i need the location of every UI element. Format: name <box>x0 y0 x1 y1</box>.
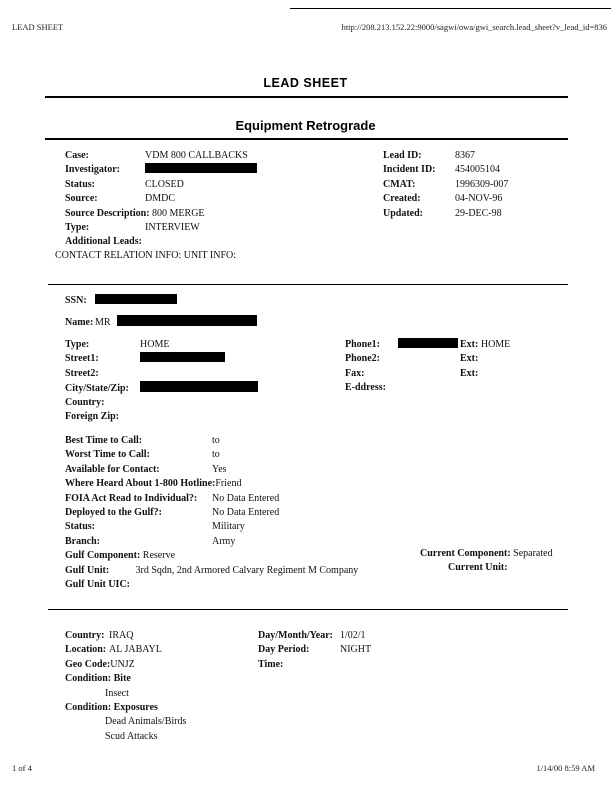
field-label: Name: <box>65 316 94 328</box>
field-row-branch <box>65 535 358 549</box>
field-label: Case: <box>65 150 89 161</box>
print-footer-timestamp: 1/14/00 8:59 AM <box>536 763 595 773</box>
field-value: Separated <box>513 548 553 559</box>
contact-details-block <box>65 434 358 592</box>
field-value: CLOSED <box>145 178 184 190</box>
field-value: 04-NOV-96 <box>455 193 503 205</box>
section-divider-1 <box>48 284 568 285</box>
field-row-current-component <box>420 548 553 559</box>
field-row-gulf-unit-uic <box>65 578 358 592</box>
field-value: 1996309-007 <box>455 178 509 190</box>
field-row-available <box>65 463 358 477</box>
ext-label: Ext: <box>460 339 479 350</box>
field-value: 1/02/1 <box>340 630 366 641</box>
redaction-bar <box>398 338 458 348</box>
field-value: Military <box>212 521 245 533</box>
field-label: Location: <box>65 644 107 656</box>
field-value: Army <box>212 535 236 547</box>
field-label: Investigator: <box>65 164 120 176</box>
case-info-left-column <box>65 149 257 250</box>
field-row-mil-status <box>65 520 358 534</box>
field-label: Gulf Unit UIC: <box>65 578 131 590</box>
print-header-url: http://208.213.152.22:9000/sagwi/owa/gwi_search.lead_sheet?v_lead_id=836 <box>341 22 607 32</box>
field-label: Deployed to the Gulf?: <box>65 506 162 518</box>
field-row-addr-type <box>65 338 258 352</box>
field-row-updated <box>383 207 508 221</box>
field-row-country <box>65 396 258 410</box>
field-value: HOME <box>140 339 170 350</box>
field-label: Gulf Component: <box>65 550 141 562</box>
redaction-bar <box>117 315 257 326</box>
condition-item: Insect <box>105 687 129 699</box>
field-label: Geo Code: <box>65 658 111 670</box>
ext-label: Ext: <box>460 367 479 379</box>
field-label: Street1: <box>65 353 99 365</box>
field-value: 29-DEC-98 <box>455 207 502 219</box>
field-label: E-ddress: <box>345 382 386 394</box>
field-label: Worst Time to Call: <box>65 449 150 461</box>
field-row-condition-bite <box>65 672 186 686</box>
field-label: Gulf Unit: <box>65 564 110 576</box>
field-row-condition-exposures <box>65 701 186 715</box>
field-label: Day Period: <box>258 644 310 656</box>
field-label: Best Time to Call: <box>65 435 143 446</box>
redaction-bar <box>140 381 258 392</box>
field-value: 454005104 <box>455 164 500 176</box>
field-label: Source Description: <box>65 207 150 219</box>
contact-relation-info-line: CONTACT RELATION INFO: UNIT INFO: <box>55 250 237 261</box>
field-row-foreign-zip <box>65 410 258 424</box>
field-label: Lead ID: <box>383 150 422 161</box>
subtitle-rule <box>45 138 568 140</box>
field-row-source-description <box>65 207 257 221</box>
ext-value: HOME <box>480 339 511 350</box>
title-rule <box>45 96 568 98</box>
field-value: VDM 800 CALLBACKS <box>145 150 248 161</box>
field-value: Yes <box>212 463 227 475</box>
field-label: Status: <box>65 178 96 190</box>
field-row-additional-leads <box>65 235 257 249</box>
field-value: UNJZ <box>110 658 135 670</box>
field-row-eddress <box>345 381 510 395</box>
field-row-day-period <box>258 643 371 657</box>
field-row-case <box>65 149 257 163</box>
field-label: Type: <box>65 221 90 233</box>
field-label: CMAT: <box>383 178 416 190</box>
page-title: LEAD SHEET <box>263 76 348 90</box>
field-row-where-heard <box>65 477 358 491</box>
field-label: Day/Month/Year: <box>258 630 333 641</box>
condition-name: Bite <box>113 673 131 685</box>
field-value: NIGHT <box>340 644 372 656</box>
field-label: SSN: <box>65 295 87 306</box>
field-label: Foreign Zip: <box>65 410 119 422</box>
condition-name: Exposures <box>113 701 158 713</box>
field-label: FOIA Act Read to Individual?: <box>65 492 198 504</box>
field-label: Available for Contact: <box>65 463 160 475</box>
field-value: Friend <box>215 478 242 490</box>
field-value: to <box>212 435 220 446</box>
field-row-cmat <box>383 178 508 192</box>
field-label: Phone1: <box>345 339 380 350</box>
field-label: Branch: <box>65 535 100 547</box>
field-label: City/State/Zip: <box>65 383 129 395</box>
field-value: 8367 <box>455 150 475 161</box>
field-row-name <box>65 312 257 334</box>
field-row-source <box>65 192 257 206</box>
condition-item: Scud Attacks <box>105 730 158 742</box>
field-label: Time: <box>258 658 284 670</box>
field-row-time <box>258 658 371 672</box>
field-label: Additional Leads: <box>65 236 142 248</box>
field-row-type <box>65 221 257 235</box>
redaction-bar <box>95 294 177 304</box>
field-row-foia <box>65 492 358 506</box>
field-row-street1 <box>65 352 258 366</box>
field-row-deployed <box>65 506 358 520</box>
ext-label: Ext: <box>460 353 479 365</box>
top-border-line <box>290 8 611 9</box>
field-row-status <box>65 178 257 192</box>
redaction-bar <box>140 352 225 362</box>
field-row-phone1 <box>345 338 510 352</box>
field-row-gulf-component <box>65 549 358 563</box>
field-label: Status: <box>65 521 96 533</box>
field-label: Country: <box>65 630 105 641</box>
field-row-ssn <box>65 290 257 312</box>
incident-left-column <box>65 629 186 744</box>
field-row-incident-country <box>65 629 186 643</box>
field-row-current-unit <box>448 562 508 573</box>
field-row-investigator <box>65 163 257 177</box>
section-title: Equipment Retrograde <box>235 118 376 133</box>
field-row-gulf-unit <box>65 564 358 578</box>
field-row-day-month-year <box>258 629 371 643</box>
field-value: IRAQ <box>109 630 134 641</box>
field-row-city-state-zip <box>65 381 258 395</box>
identity-block <box>65 290 257 333</box>
field-value: AL JABAYL <box>109 644 162 656</box>
address-block <box>65 338 258 424</box>
condition-item: Dead Animals/Birds <box>105 716 187 728</box>
field-label: Where Heard About 1-800 Hotline: <box>65 478 216 490</box>
section-divider-2 <box>48 609 568 610</box>
field-row-worst-time <box>65 448 358 462</box>
phone-block <box>345 338 510 396</box>
field-label: Fax: <box>345 367 365 379</box>
field-row-lead-id <box>383 149 508 163</box>
field-label: Updated: <box>383 207 424 219</box>
field-row-geo-code <box>65 658 186 672</box>
field-value: 800 MERGE <box>152 207 205 219</box>
field-value: INTERVIEW <box>145 221 200 233</box>
print-footer-page-number: 1 of 4 <box>12 763 32 773</box>
field-label: Country: <box>65 396 105 408</box>
field-value: DMDC <box>145 193 176 205</box>
field-label: Source: <box>65 193 98 205</box>
field-value: No Data Entered <box>212 492 280 504</box>
field-value: Reserve <box>142 550 176 562</box>
field-value: to <box>212 449 220 461</box>
field-label: Type: <box>65 339 90 350</box>
field-row-best-time <box>65 434 358 448</box>
case-info-right-column <box>383 149 508 221</box>
field-row-location <box>65 643 186 657</box>
field-label: Street2: <box>65 367 99 379</box>
field-label: Created: <box>383 193 421 205</box>
field-row-street2 <box>65 367 258 381</box>
print-header-title: LEAD SHEET <box>12 22 64 32</box>
field-label: Incident ID: <box>383 164 436 176</box>
field-label: Current Unit: <box>448 562 508 573</box>
field-row-phone2 <box>345 352 510 366</box>
field-row-fax <box>345 367 510 381</box>
field-row-incident-id <box>383 163 508 177</box>
field-label: Condition: <box>65 701 112 713</box>
field-label: Phone2: <box>345 353 380 365</box>
incident-right-column <box>258 629 371 672</box>
field-row-created <box>383 192 508 206</box>
redaction-bar <box>145 163 257 173</box>
field-label: Current Component: <box>420 548 511 559</box>
name-prefix: MR <box>95 316 111 328</box>
field-label: Condition: <box>65 673 112 685</box>
field-value: No Data Entered <box>212 506 280 518</box>
field-value: 3rd Sqdn, 2nd Armored Calvary Regiment M Company <box>135 564 359 576</box>
